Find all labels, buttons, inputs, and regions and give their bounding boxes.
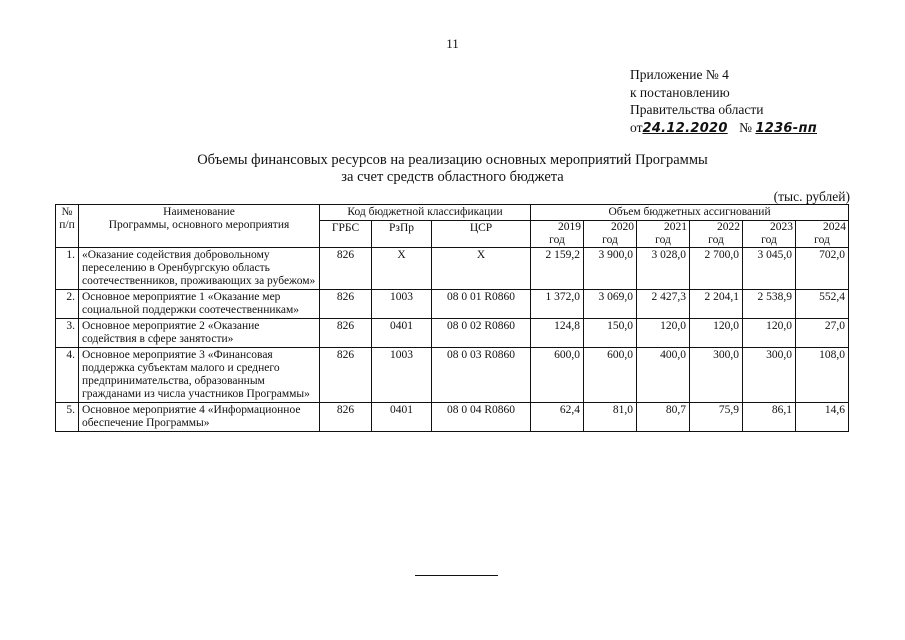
row-rzpr: 0401 bbox=[372, 403, 432, 432]
appendix-line-1: Приложение № 4 bbox=[630, 67, 729, 82]
row-num: 5. bbox=[56, 403, 79, 432]
row-value-2019: 600,0 bbox=[531, 348, 584, 403]
row-csr: 08 0 03 R0860 bbox=[432, 348, 531, 403]
header-name bbox=[79, 205, 320, 248]
row-value-2024: 14,6 bbox=[796, 403, 849, 432]
date-prefix: от bbox=[630, 119, 643, 135]
row-value-2022: 2 204,1 bbox=[690, 290, 743, 319]
row-grbs: 826 bbox=[320, 248, 372, 290]
row-value-2024: 702,0 bbox=[796, 248, 849, 290]
row-value-2023: 2 538,9 bbox=[743, 290, 796, 319]
row-name: Основное мероприятие 3 «Финансовая поддержка субъектам малого и среднего предпринимательства, образованным гражданами из числа участников Программы» bbox=[79, 348, 320, 403]
row-value-2019: 1 372,0 bbox=[531, 290, 584, 319]
row-value-2021: 3 028,0 bbox=[637, 248, 690, 290]
header-num: № п/п bbox=[56, 205, 79, 248]
row-value-2021: 80,7 bbox=[637, 403, 690, 432]
row-value-2024: 552,4 bbox=[796, 290, 849, 319]
handwritten-number: 1236-пп bbox=[755, 120, 818, 136]
appendix-date-line bbox=[630, 119, 817, 138]
table-row bbox=[56, 248, 849, 290]
title-line-2: за счет средств областного бюджета bbox=[341, 169, 564, 185]
row-value-2021: 400,0 bbox=[637, 348, 690, 403]
row-grbs: 826 bbox=[320, 348, 372, 403]
row-name: «Оказание содействия добровольному переселению в Оренбургскую область соотечественников, проживающих за рубежом» bbox=[79, 248, 320, 290]
row-value-2020: 3 900,0 bbox=[584, 248, 637, 290]
row-value-2023: 300,0 bbox=[743, 348, 796, 403]
row-csr: Х bbox=[432, 248, 531, 290]
table-row bbox=[56, 348, 849, 403]
row-value-2021: 2 427,3 bbox=[637, 290, 690, 319]
row-value-2020: 600,0 bbox=[584, 348, 637, 403]
header-year-2021: 2021 год bbox=[637, 221, 690, 248]
appendix-block bbox=[630, 66, 817, 137]
row-value-2021: 120,0 bbox=[637, 319, 690, 348]
row-value-2024: 108,0 bbox=[796, 348, 849, 403]
row-value-2020: 81,0 bbox=[584, 403, 637, 432]
number-prefix: № bbox=[739, 119, 752, 135]
row-name: Основное мероприятие 2 «Оказание содействия в сфере занятости» bbox=[79, 319, 320, 348]
row-rzpr: 1003 bbox=[372, 290, 432, 319]
row-csr: 08 0 04 R0860 bbox=[432, 403, 531, 432]
row-num: 4. bbox=[56, 348, 79, 403]
row-num: 2. bbox=[56, 290, 79, 319]
row-value-2020: 150,0 bbox=[584, 319, 637, 348]
row-grbs: 826 bbox=[320, 319, 372, 348]
header-grbs: ГРБС bbox=[320, 221, 372, 248]
row-value-2024: 27,0 bbox=[796, 319, 849, 348]
row-name: Основное мероприятие 1 «Оказание мер социальной поддержки соотечественникам» bbox=[79, 290, 320, 319]
row-num: 3. bbox=[56, 319, 79, 348]
appendix-line-2: к постановлению bbox=[630, 84, 730, 100]
row-value-2022: 120,0 bbox=[690, 319, 743, 348]
budget-table bbox=[55, 204, 849, 432]
page-number: 11 bbox=[446, 36, 459, 51]
header-year-2022: 2022 год bbox=[690, 221, 743, 248]
row-value-2022: 75,9 bbox=[690, 403, 743, 432]
header-year-2023: 2023 год bbox=[743, 221, 796, 248]
row-grbs: 826 bbox=[320, 403, 372, 432]
row-value-2023: 120,0 bbox=[743, 319, 796, 348]
document-title bbox=[0, 152, 905, 186]
row-grbs: 826 bbox=[320, 290, 372, 319]
row-value-2023: 86,1 bbox=[743, 403, 796, 432]
row-value-2023: 3 045,0 bbox=[743, 248, 796, 290]
header-name-line-2: Программы, основного мероприятия bbox=[108, 219, 290, 231]
row-value-2022: 300,0 bbox=[690, 348, 743, 403]
header-code-group: Код бюджетной классификации bbox=[320, 205, 531, 221]
row-csr: 08 0 02 R0860 bbox=[432, 319, 531, 348]
row-rzpr: 0401 bbox=[372, 319, 432, 348]
table-row bbox=[56, 319, 849, 348]
row-value-2019: 124,8 bbox=[531, 319, 584, 348]
row-value-2022: 2 700,0 bbox=[690, 248, 743, 290]
footer-divider bbox=[415, 575, 498, 576]
header-csr: ЦСР bbox=[432, 221, 531, 248]
header-rzpr: РзПр bbox=[372, 221, 432, 248]
row-value-2019: 2 159,2 bbox=[531, 248, 584, 290]
units-label: (тыс. рублей) bbox=[773, 189, 850, 204]
appendix-line-3: Правительства области bbox=[630, 102, 764, 117]
row-rzpr: 1003 bbox=[372, 348, 432, 403]
header-name-line-1: Наименование bbox=[163, 206, 235, 218]
table-row bbox=[56, 403, 849, 432]
table-row bbox=[56, 290, 849, 319]
row-value-2020: 3 069,0 bbox=[584, 290, 637, 319]
header-year-2019: 2019 год bbox=[531, 221, 584, 248]
row-name: Основное мероприятие 4 «Информационное обеспечение Программы» bbox=[79, 403, 320, 432]
header-year-2020: 2020 год bbox=[584, 221, 637, 248]
title-line-1: Объемы финансовых ресурсов на реализацию основных мероприятий Программы bbox=[197, 152, 708, 168]
row-num: 1. bbox=[56, 248, 79, 290]
header-year-2024: 2024 год bbox=[796, 221, 849, 248]
header-volume-group: Объем бюджетных ассигнований bbox=[531, 205, 849, 221]
handwritten-date: 24.12.2020 bbox=[642, 120, 728, 136]
row-csr: 08 0 01 R0860 bbox=[432, 290, 531, 319]
row-value-2019: 62,4 bbox=[531, 403, 584, 432]
row-rzpr: Х bbox=[372, 248, 432, 290]
